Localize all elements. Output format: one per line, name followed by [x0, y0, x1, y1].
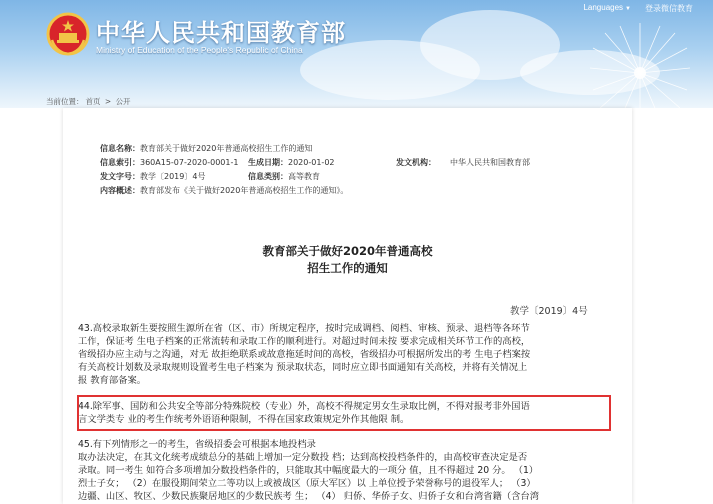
meta-summary	[100, 184, 348, 198]
login-link[interactable]: 登录	[645, 4, 661, 13]
breadcrumb-home[interactable]: 首页	[85, 97, 101, 106]
meta-info-name-value: 教育部关于做好2020年普通高校招生工作的通知	[140, 144, 313, 153]
meta-date-label: 生成日期：	[248, 158, 288, 167]
paragraph-line: 录取。同一考生 如符合多项增加分数投档条件的，只能取其中幅度最大的一项分 值，且不得超过 20 分。 （1）	[78, 465, 539, 476]
highlight-box	[77, 395, 611, 431]
document-title-line1: 教育部关于做好2020年普通高校	[262, 244, 433, 258]
meta-docno-value: 教学〔2019〕4号	[140, 172, 206, 181]
paragraph-line: 取办法决定，在其文化统考成绩总分的基础上增加一定分数投 档；达到高校投档条件的，由高校审查决定是否	[78, 452, 528, 463]
meta-index	[100, 156, 238, 170]
paragraph-line: 43.高校录取新生要按照生源所在省（区、市）所规定程序，按时完成调档、阅档、审核、预录、退档等各环节	[78, 323, 530, 334]
languages-dropdown[interactable]	[583, 3, 631, 12]
paragraph-line: 有关高校计划数及录取规则设置考生电子档案为 预录取状态，同时应立即书面通知有关高校，并将有关情况上	[78, 362, 528, 373]
meta-issuer-value: 中华人民共和国教育部	[450, 158, 530, 167]
paragraph-line: 工作，保证考 生电子档案的正常流转和录取工作的顺利进行。对超过时间未按 要求完成相关环节工作的高校，	[78, 336, 531, 347]
paragraph-line: 省级招办应主动与之沟通，对无 故拒绝联系或故意拖延时间的高校，省级招办可根据所发出的考 生电子档案按	[78, 349, 531, 360]
meta-index-value: 360A15-07-2020-0001-1	[140, 158, 239, 167]
wechat-link[interactable]: 微信教育	[661, 4, 693, 13]
meta-date-value: 2020-01-02	[288, 158, 335, 167]
meta-category-label: 信息类别：	[248, 172, 288, 181]
meta-issuer	[396, 156, 530, 170]
site-subtitle: Ministry of Education of the People's Republic of China	[96, 45, 303, 55]
document-number: 教学〔2019〕4号	[510, 306, 588, 317]
chevron-down-icon: ▼	[625, 6, 631, 12]
meta-docno-label: 发文字号：	[100, 172, 140, 181]
meta-info-name-label: 信息名称：	[100, 144, 140, 153]
meta-index-label: 信息索引：	[100, 158, 140, 167]
national-emblem-icon	[46, 12, 90, 56]
meta-info-name	[100, 142, 312, 156]
paragraph-line: 言文学类专 业的考生作统考外语语种限制，不得在国家政策规定外作其他限 制。	[78, 414, 410, 425]
document-title-line2: 招生工作的通知	[307, 261, 388, 275]
meta-date	[248, 156, 335, 170]
meta-issuer-label: 发文机构：	[396, 158, 436, 167]
breadcrumb-section[interactable]: 公开	[115, 97, 131, 106]
paragraph-43	[78, 322, 618, 387]
paragraph-line: 报 教育部备案。	[78, 375, 147, 386]
languages-label: Languages	[583, 3, 624, 12]
paragraph-45	[78, 438, 618, 503]
breadcrumb-current-label: 当前位置：	[46, 97, 84, 106]
meta-category-value: 高等教育	[288, 172, 320, 181]
meta-category	[248, 170, 320, 184]
site-title: 中华人民共和国教育部	[96, 19, 346, 47]
paragraph-line: 44.除军事、国防和公共安全等部分特殊院校（专业）外，高校不得规定男女生录取比例，不得对报考非外国语	[78, 401, 530, 412]
meta-summary-value: 教育部发布《关于做好2020年普通高校招生工作的通知》。	[140, 186, 349, 195]
document-title	[63, 243, 632, 277]
paragraph-line: 45.有下列情形之一的考生，省级招委会可根据本地投档录	[78, 439, 316, 450]
breadcrumb	[46, 96, 133, 107]
meta-summary-label: 内容概述：	[100, 186, 140, 195]
dandelion-icon	[585, 18, 695, 108]
meta-docno	[100, 170, 205, 184]
breadcrumb-separator: >	[102, 97, 114, 106]
paragraph-line: 边疆、山区、牧区、少数民族聚居地区的少数民族考 生； （4） 归侨、华侨子女、归侨子女和台湾省籍（含台湾	[78, 491, 540, 502]
site-banner	[0, 0, 713, 108]
paragraph-line: 烈士子女； （2）在服役期间荣立二等功以上或被战区（原大军区）以 上单位授予荣誉称号的退役军人； （3）	[78, 478, 536, 489]
